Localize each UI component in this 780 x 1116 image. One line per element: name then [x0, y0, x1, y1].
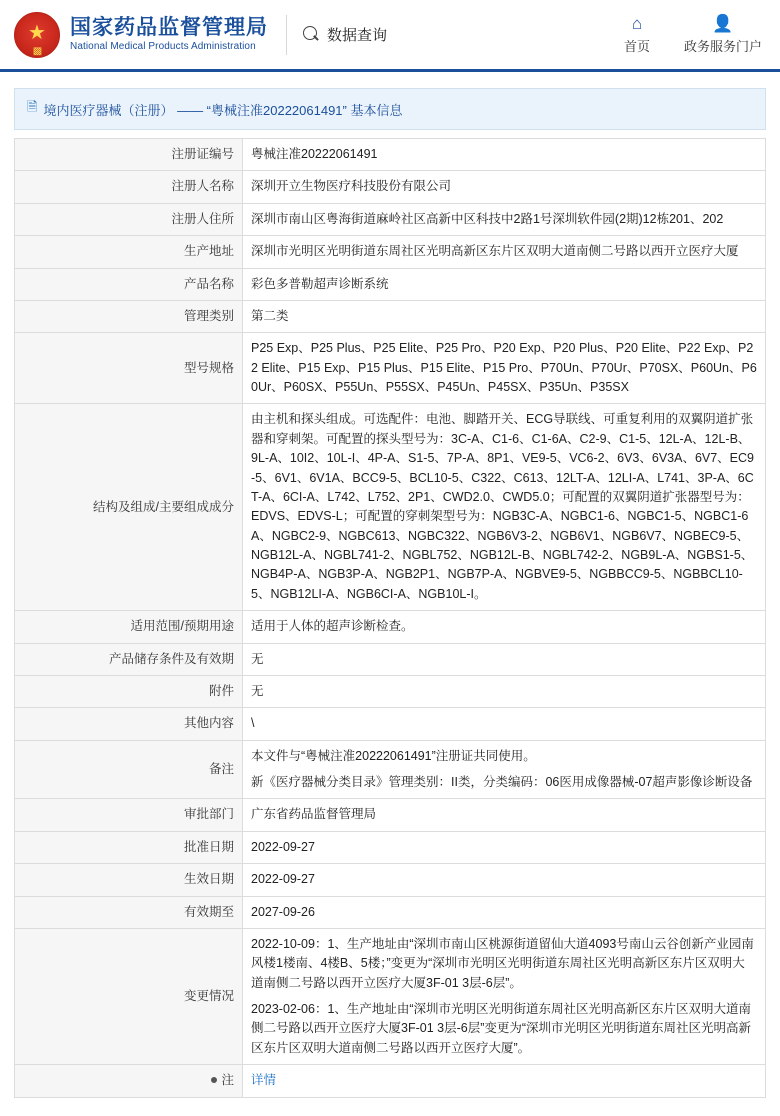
table-row — [15, 171, 766, 203]
search-icon — [303, 26, 320, 43]
brand-name-en: National Medical Products Administration — [70, 40, 256, 52]
row-value: 由主机和探头组成。可选配件：电池、脚踏开关、ECG导联线、可重复利用的双翼阴道扩张器和穿刺架。可配置的探头型号为：3C-A、C1-6、C1-6A、C2-9、C1-5、12L-A、12L-B、9L-A、10I2、10L-I、4P-A、S1-5、7P-A、8P1、VE9-5、VC6-2、6V3、6V3A、6V7、EC9-5、6V1、6V1A、BCC9-5、BCL10-5、C322、C613、12LT-A、12LI-A、L741、3P-A、6CT-A、6CI-A、L742、L752、2P1、CWD2.0、CWD5.0；可配置的双翼阴道扩张器型号为：EDVS、EDVS-L；可配置的穿刺架型号为：NGB3C-A、NGBC1-6、NGBC1-5、NGBC1-6A、NGBC2-9、NGBC613、NGBC322、NGB6V3-2、NGB6V1、NGB6V7、NGBEC9-5、NGB12L-A、NGBL741-2、NGBL752、NGB12L-B、NGBL742-2、NGB9L-A、NGBS1-5、NGB4P-A、NGB3P-A、NGB2P1、NGB7P-A、NGBVE9-5、NGBBCC9-5、NGBBCL10-5、NGB12LI-A、NGB6CI-A、NGB10L-I。 — [243, 404, 766, 611]
row-value: 深圳开立生物医疗科技股份有限公司 — [243, 171, 766, 203]
row-value: 无 — [243, 643, 766, 675]
row-value: 彩色多普勒超声诊断系统 — [243, 268, 766, 300]
row-label: 变更情况 — [15, 928, 243, 1064]
table-row — [15, 139, 766, 171]
row-value: \ — [243, 708, 766, 740]
data-query-label: 数据查询 — [327, 27, 388, 44]
registration-info-table — [14, 138, 766, 1098]
note-label-cell — [15, 1065, 243, 1097]
table-row — [15, 333, 766, 404]
row-label: 生产地址 — [15, 236, 243, 268]
bullet-icon — [211, 1077, 217, 1083]
home-icon: ⌂ — [631, 13, 643, 33]
table-row — [15, 675, 766, 707]
page-title — [14, 88, 766, 130]
row-label: 结构及组成/主要组成成分 — [15, 404, 243, 611]
row-value: 深圳市光明区光明街道东周社区光明高新区东片区双明大道南侧二号路以西开立医疗大厦 — [243, 236, 766, 268]
table-row-note — [15, 1065, 766, 1097]
row-value: 第二类 — [243, 300, 766, 332]
row-label: 审批部门 — [15, 799, 243, 831]
row-label: 生效日期 — [15, 864, 243, 896]
row-value: 2027-09-26 — [243, 896, 766, 928]
row-value: P25 Exp、P25 Plus、P25 Elite、P25 Pro、P20 Exp、P20 Plus、P20 Elite、P22 Exp、P22 Elite、P15 Exp、P15 Plus、P15 Elite、P15 Pro、P70Un、P70Ur、P70SX、P60Un、P60Ur、P60SX、P55Un、P55SX、P45Un、P45SX、P35Un、P35SX — [243, 333, 766, 404]
row-label: 产品名称 — [15, 268, 243, 300]
table-row — [15, 203, 766, 235]
table-row — [15, 236, 766, 268]
nav-item-gov-portal-label: 政务服务门户 — [683, 38, 762, 54]
brand-block — [70, 15, 268, 53]
row-value — [243, 928, 766, 1064]
data-query-entry[interactable] — [303, 24, 387, 45]
row-label: 注册证编号 — [15, 139, 243, 171]
table-row — [15, 831, 766, 863]
nav-item-home-label: 首页 — [623, 38, 650, 54]
footer-space — [0, 1098, 780, 1116]
row-label: 附件 — [15, 675, 243, 707]
table-row — [15, 300, 766, 332]
table-row — [15, 404, 766, 611]
table-row — [15, 611, 766, 643]
row-value: 2022-09-27 — [243, 831, 766, 863]
site-header — [0, 0, 780, 72]
row-value-paragraph: 2022-10-09：1、生产地址由“深圳市南山区桃源街道留仙大道4093号南山云谷创新产业园南风楼1楼南、4楼B、5楼；”变更为“深圳市光明区光明街道东周社区光明高新区东片区双明大道南侧二号路以西开立医疗大厦3F-01 3层-6层”。 — [251, 936, 754, 990]
registration-info-table-wrapper — [14, 138, 766, 1098]
row-label: 管理类别 — [15, 300, 243, 332]
row-label: 型号规格 — [15, 333, 243, 404]
user-icon: 👤 — [712, 13, 734, 33]
row-label: 其他内容 — [15, 708, 243, 740]
table-row — [15, 799, 766, 831]
row-value — [243, 740, 766, 799]
row-label: 注册人名称 — [15, 171, 243, 203]
row-value: 广东省药品监督管理局 — [243, 799, 766, 831]
row-label: 有效期至 — [15, 896, 243, 928]
document-icon: 🗎 — [27, 99, 38, 114]
row-value: 深圳市南山区粤海街道麻岭社区高新中区科技中2路1号深圳软件园(2期)12栋201、202 — [243, 203, 766, 235]
table-row — [15, 740, 766, 799]
detail-link[interactable]: 详情 — [251, 1073, 277, 1088]
note-label: 注 — [221, 1073, 234, 1088]
page-title-text: 境内医疗器械（注册） —— “粤械注准20222061491” 基本信息 — [43, 102, 403, 118]
row-value-paragraph: 新《医疗器械分类目录》管理类别：II类，分类编码：06医用成像器械-07超声影像诊断设备 — [251, 775, 753, 789]
row-value: 适用于人体的超声诊断检查。 — [243, 611, 766, 643]
row-label: 适用范围/预期用途 — [15, 611, 243, 643]
table-row — [15, 268, 766, 300]
national-emblem-icon: ★ ▩ — [14, 12, 60, 58]
row-value: 2022-09-27 — [243, 864, 766, 896]
table-row — [15, 928, 766, 1064]
row-label: 产品储存条件及有效期 — [15, 643, 243, 675]
row-label: 批准日期 — [15, 831, 243, 863]
table-row — [15, 643, 766, 675]
row-value-paragraph: 本文件与“粤械注准20222061491”注册证共同使用。 — [251, 748, 536, 763]
row-value: 粤械注准20222061491 — [243, 139, 766, 171]
header-divider — [286, 15, 287, 55]
note-value-cell — [243, 1065, 766, 1097]
table-row — [15, 896, 766, 928]
header-nav — [624, 15, 762, 55]
table-row — [15, 864, 766, 896]
row-label: 备注 — [15, 740, 243, 799]
row-value: 无 — [243, 675, 766, 707]
table-row — [15, 708, 766, 740]
nav-item-home[interactable] — [624, 15, 650, 55]
nav-item-gov-portal[interactable] — [684, 15, 762, 55]
brand-name-cn: 国家药品监督管理局 — [70, 15, 268, 40]
row-value-paragraph: 2023-02-06：1、生产地址由“深圳市光明区光明街道东周社区光明高新区东片区双明大道南侧二号路以西开立医疗大厦3F-01 3层-6层”变更为“深圳市光明区光明街道东周社区光明高新区东片区双明大道南侧二号路以西开立医疗大厦”。 — [251, 1002, 752, 1055]
row-label: 注册人住所 — [15, 203, 243, 235]
